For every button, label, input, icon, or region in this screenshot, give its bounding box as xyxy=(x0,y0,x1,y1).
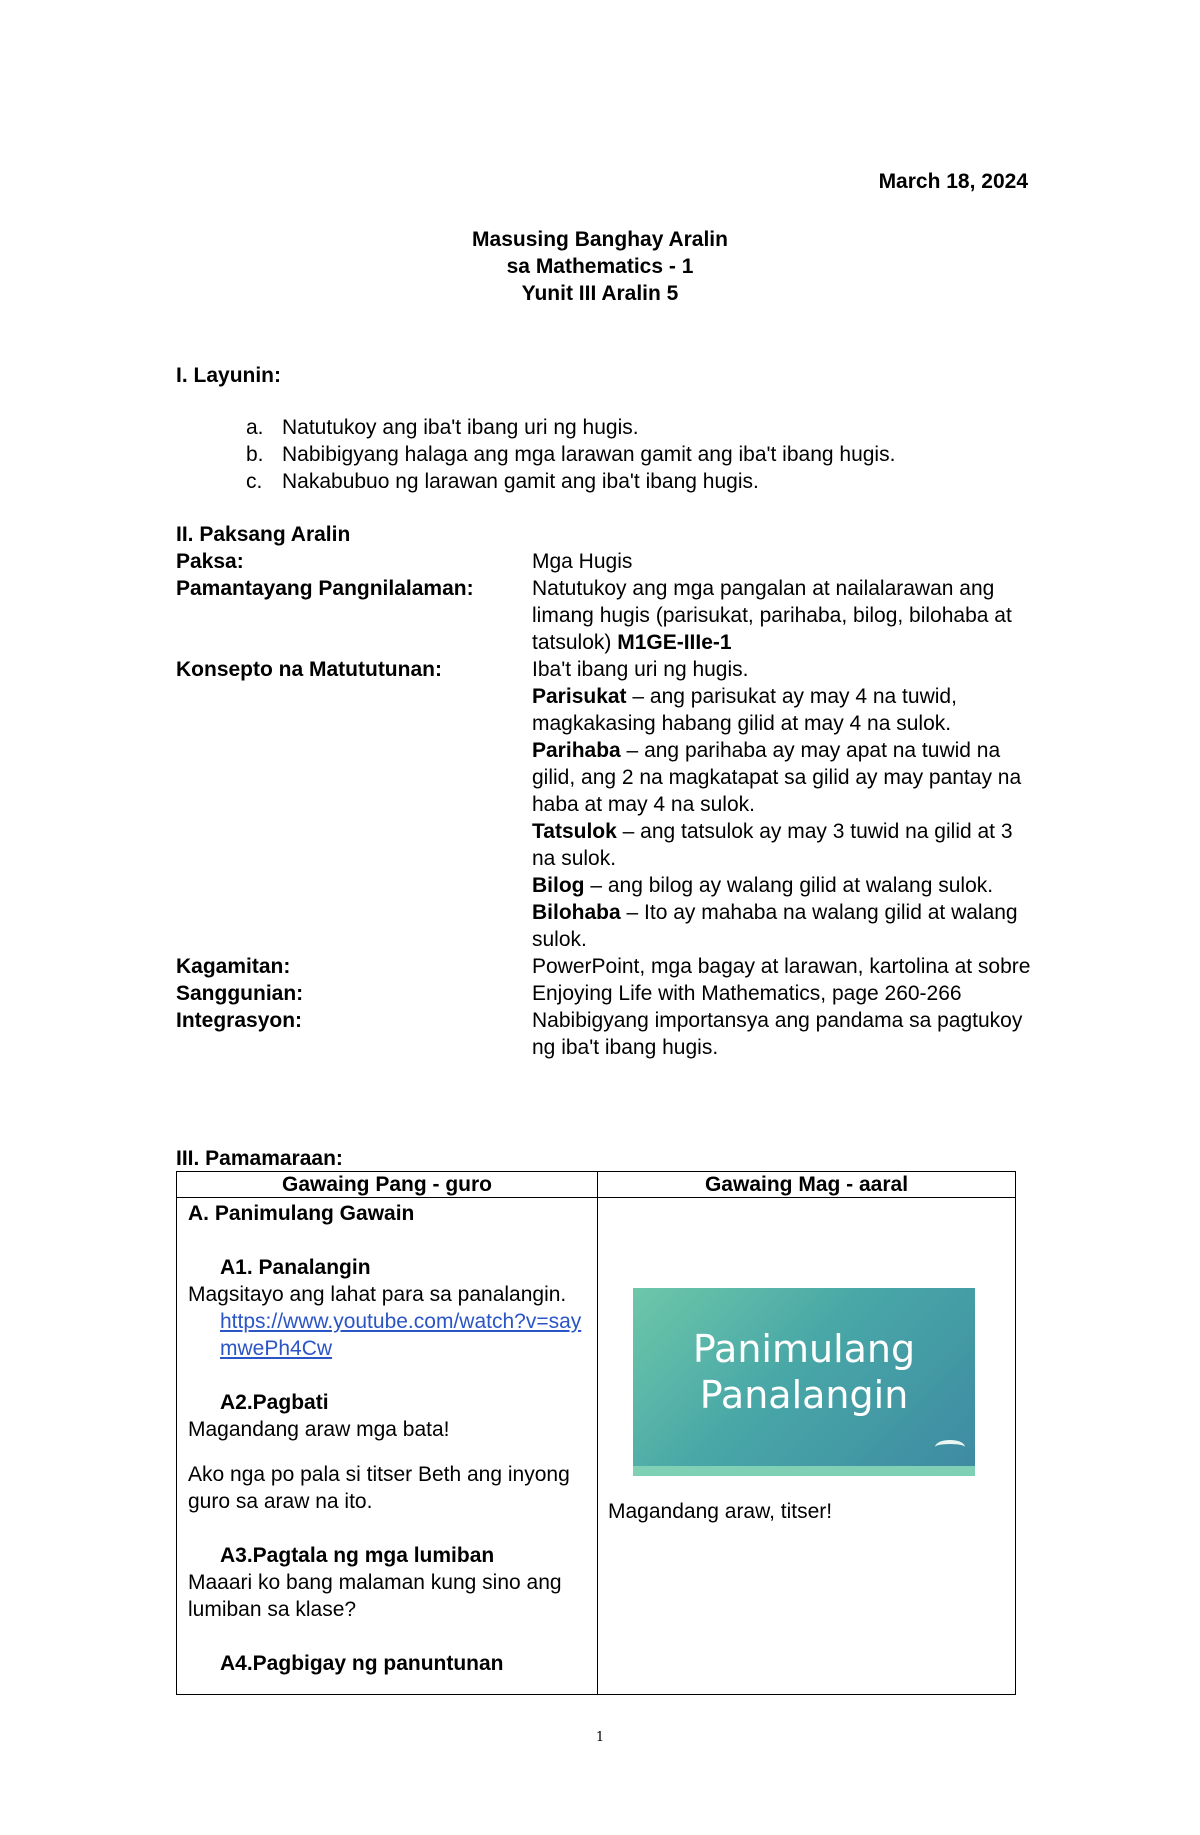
table-header-row xyxy=(177,1172,1016,1198)
concept-item: Bilohaba – Ito ay mahaba na walang gilid at walang sulok. xyxy=(532,901,1018,951)
competency-code: M1GE-IIIe-1 xyxy=(617,631,732,654)
pamantayan-row: Pamantayang Pangnilalaman: Natutukoy ang mga pangalan at nailalarawan ang limang hugis (parisukat, parihaba, bilog, bilohaba at tatsulok) M1GE-IIIe-1 xyxy=(176,577,1012,654)
slide-bottom-band xyxy=(633,1466,975,1476)
student-column-header: Gawaing Mag - aaral xyxy=(598,1172,1016,1198)
pamamaraan-heading: III. Pamamaraan: xyxy=(176,1147,343,1170)
table-row xyxy=(177,1198,1016,1695)
paksang-heading: II. Paksang Aralin xyxy=(176,523,351,546)
a3-text: Maaari ko bang malaman kung sino ang lumiban sa klase? xyxy=(188,1571,562,1621)
section-a-title: A. Panimulang Gawain xyxy=(188,1202,415,1225)
objective-item: a. Natutukoy ang iba't ibang uri ng hugis. xyxy=(246,416,639,439)
sanggunian-row: Sanggunian: Enjoying Life with Mathematics, page 260-266 xyxy=(176,982,962,1005)
teacher-cell xyxy=(177,1198,598,1695)
a4-title: A4.Pagbigay ng panuntunan xyxy=(220,1652,504,1675)
kagamitan-row: Kagamitan: PowerPoint, mga bagay at larawan, kartolina at sobre xyxy=(176,955,1031,978)
title-line-2: sa Mathematics - 1 xyxy=(506,255,694,278)
paksang-aralin-section xyxy=(176,521,1056,1061)
objective-item: b. Nabibigyang halaga ang mga larawan gamit ang iba't ibang hugis. xyxy=(246,443,896,466)
page-number: 1 xyxy=(595,1730,605,1745)
prayer-slide-image xyxy=(633,1288,975,1476)
konsepto-row: Konsepto na Matututunan: Iba't ibang uri ng hugis. Parisukat – ang parisukat ay may 4 na tuwid, magkakasing habang gilid at may 4 na sulok. Parihaba – ang parihaba ay may apat na tuwid na gilid, ang 2 na magkatapat sa gilid ay may pantay na haba at may 4 na sulok. Tatsulok – ang tatsulok ay may 3 tuwid na gilid at 3 na sulok. Bilog – ang bilog ay walang gilid at walang sulok. Bilohaba – Ito ay mahaba na walang gilid at walang sulok. xyxy=(176,656,1056,953)
objective-item: c. Nakabubuo ng larawan gamit ang iba't ibang hugis. xyxy=(246,470,759,493)
paksa-row: Paksa: Mga Hugis xyxy=(176,550,633,573)
a1-text: Magsitayo ang lahat para sa panalangin. xyxy=(188,1283,567,1306)
document-title xyxy=(0,226,1200,307)
student-response: Magandang araw, titser! xyxy=(608,1500,833,1523)
procedure-table xyxy=(176,1171,1016,1695)
layunin-heading: I. Layunin: xyxy=(176,364,281,387)
document-date: March 18, 2024 xyxy=(878,170,1028,193)
student-cell xyxy=(598,1198,1016,1695)
title-line-3: Yunit III Aralin 5 xyxy=(521,282,679,305)
concept-item: Parisukat – ang parisukat ay may 4 na tuwid, magkakasing habang gilid at may 4 na sulok. xyxy=(532,685,957,735)
a2-text-1: Magandang araw mga bata! xyxy=(188,1418,450,1441)
a3-title: A3.Pagtala ng mga lumiban xyxy=(220,1544,495,1567)
concept-item: Parihaba – ang parihaba ay may apat na tuwid na gilid, ang 2 na magkatapat sa gilid ay may pantay na haba at may 4 na sulok. xyxy=(532,739,1022,816)
a2-title: A2.Pagbati xyxy=(220,1391,329,1414)
slide-line-2: Panalangin xyxy=(699,1373,909,1417)
concept-item: Tatsulok – ang tatsulok ay may 3 tuwid na gilid at 3 na sulok. xyxy=(532,820,1013,870)
slide-line-1: Panimulang xyxy=(692,1327,916,1371)
objectives-list xyxy=(246,414,895,495)
slide-logo-icon xyxy=(935,1440,965,1454)
concept-item: Bilog – ang bilog ay walang gilid at walang sulok. xyxy=(532,874,994,897)
teacher-column-header: Gawaing Pang - guro xyxy=(177,1172,598,1198)
a1-title: A1. Panalangin xyxy=(220,1256,371,1279)
title-line-1: Masusing Banghay Aralin xyxy=(472,228,728,251)
prayer-video-link[interactable]: https://www.youtube.com/watch?v=saymwePh4Cw xyxy=(220,1310,582,1360)
a2-text-2: Ako nga po pala si titser Beth ang inyong guro sa araw na ito. xyxy=(188,1463,570,1513)
integrasyon-row: Integrasyon: Nabibigyang importansya ang pandama sa pagtukoy ng iba't ibang hugis. xyxy=(176,1009,1023,1059)
